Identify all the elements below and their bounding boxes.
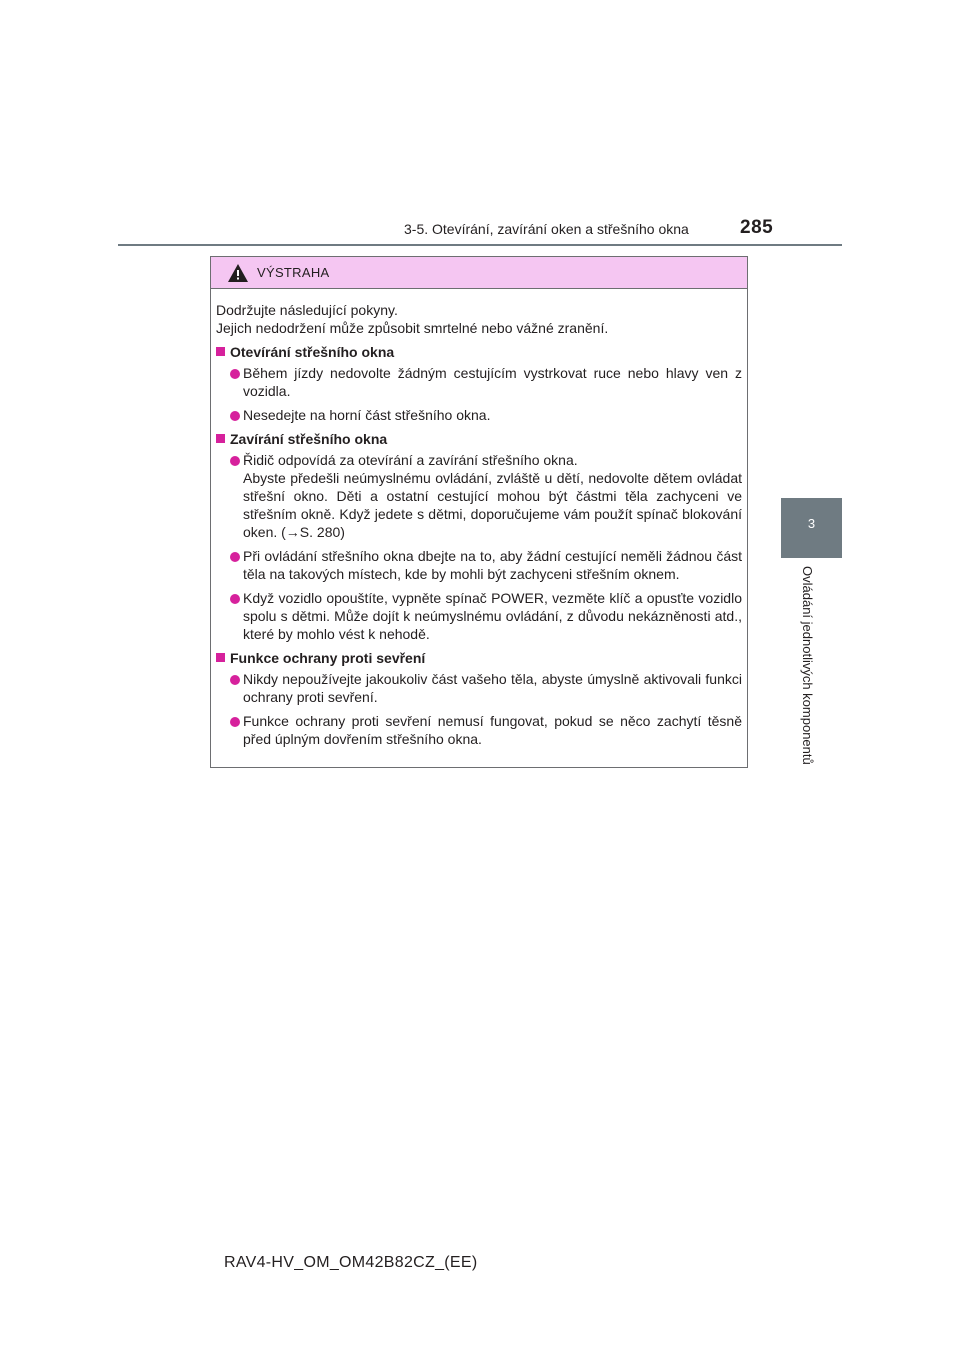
- section-heading: [216, 649, 742, 667]
- warning-body: [211, 289, 747, 748]
- list-item: [216, 547, 742, 583]
- bullet-dot-icon: [230, 552, 240, 562]
- list-item: [216, 670, 742, 706]
- list-item: [216, 364, 742, 400]
- intro-line-2: Jejich nedodržení může způsobit smrtelné nebo vážné zranění.: [216, 320, 609, 336]
- square-bullet-icon: [216, 653, 225, 662]
- list-item: [216, 712, 742, 748]
- list-item: [216, 589, 742, 643]
- warning-header: [211, 257, 747, 289]
- chapter-tab: [781, 498, 842, 558]
- item-text: Během jízdy nedovolte žádným cestujícím vystrkovat ruce nebo hlavy ven z vozidla.: [243, 365, 742, 399]
- section-heading: [216, 343, 742, 361]
- warning-triangle-icon: [228, 264, 248, 282]
- section-title: Zavírání střešního okna: [230, 431, 388, 447]
- item-text: Funkce ochrany proti sevření nemusí fungovat, pokud se něco zachytí těsně před úplným dovřením střešního okna.: [243, 713, 742, 747]
- bullet-dot-icon: [230, 411, 240, 421]
- item-text: Když vozidlo opouštíte, vypněte spínač POWER, vezměte klíč a opusťte vozidlo spolu s dětmi. Může dojít k neúmyslnému ovládání, z důvodu nekázněnosti atd., které by mohlo vést k nehodě.: [243, 590, 742, 642]
- intro-line-1: Dodržujte následující pokyny.: [216, 302, 398, 318]
- square-bullet-icon: [216, 347, 225, 356]
- item-text: Nesedejte na horní část střešního okna.: [243, 407, 491, 423]
- bullet-dot-icon: [230, 675, 240, 685]
- warning-intro: [216, 301, 742, 337]
- square-bullet-icon: [216, 434, 225, 443]
- page-number: 285: [740, 217, 774, 238]
- item-text: Nikdy nepoužívejte jakoukoliv část vašeho těla, abyste úmyslně aktivovali funkci ochrany proti sevření.: [243, 671, 742, 705]
- warning-label: VÝSTRAHA: [257, 265, 330, 280]
- chapter-label: Ovládání jednotlivých komponentů: [800, 566, 815, 765]
- document-code: RAV4-HV_OM_OM42B82CZ_(EE): [224, 1254, 478, 1271]
- warning-box: [210, 256, 748, 768]
- chapter-number: 3: [807, 516, 816, 531]
- section-title: Funkce ochrany proti sevření: [230, 650, 426, 666]
- header-rule: [118, 244, 842, 246]
- list-item: [216, 406, 742, 424]
- bullet-dot-icon: [230, 717, 240, 727]
- item-text-line-1: Řidič odpovídá za otevírání a zavírání střešního okna.: [243, 452, 578, 468]
- bullet-dot-icon: [230, 369, 240, 379]
- bullet-dot-icon: [230, 456, 240, 466]
- item-text-line-2: Abyste předešli neúmyslnému ovládání, zvláště u dětí, nedovolte dětem ovládat střešní okno. Děti a ostatní cestující mohou být částmi těla zachyceni ve střešním okně. Když jedete s dětmi, doporučujeme vám použít spínač blokování oken. (→S. 280): [243, 470, 742, 540]
- section-title: Otevírání střešního okna: [230, 344, 395, 360]
- list-item: [216, 451, 742, 541]
- item-text: Při ovládání střešního okna dbejte na to, aby žádní cestující neměli žádnou část těla na takových místech, kde by mohli být zachyceni střešním oknem.: [243, 548, 742, 582]
- section-heading: [216, 430, 742, 448]
- header-title: 3-5. Otevírání, zavírání oken a střešního okna: [404, 221, 689, 237]
- bullet-dot-icon: [230, 594, 240, 604]
